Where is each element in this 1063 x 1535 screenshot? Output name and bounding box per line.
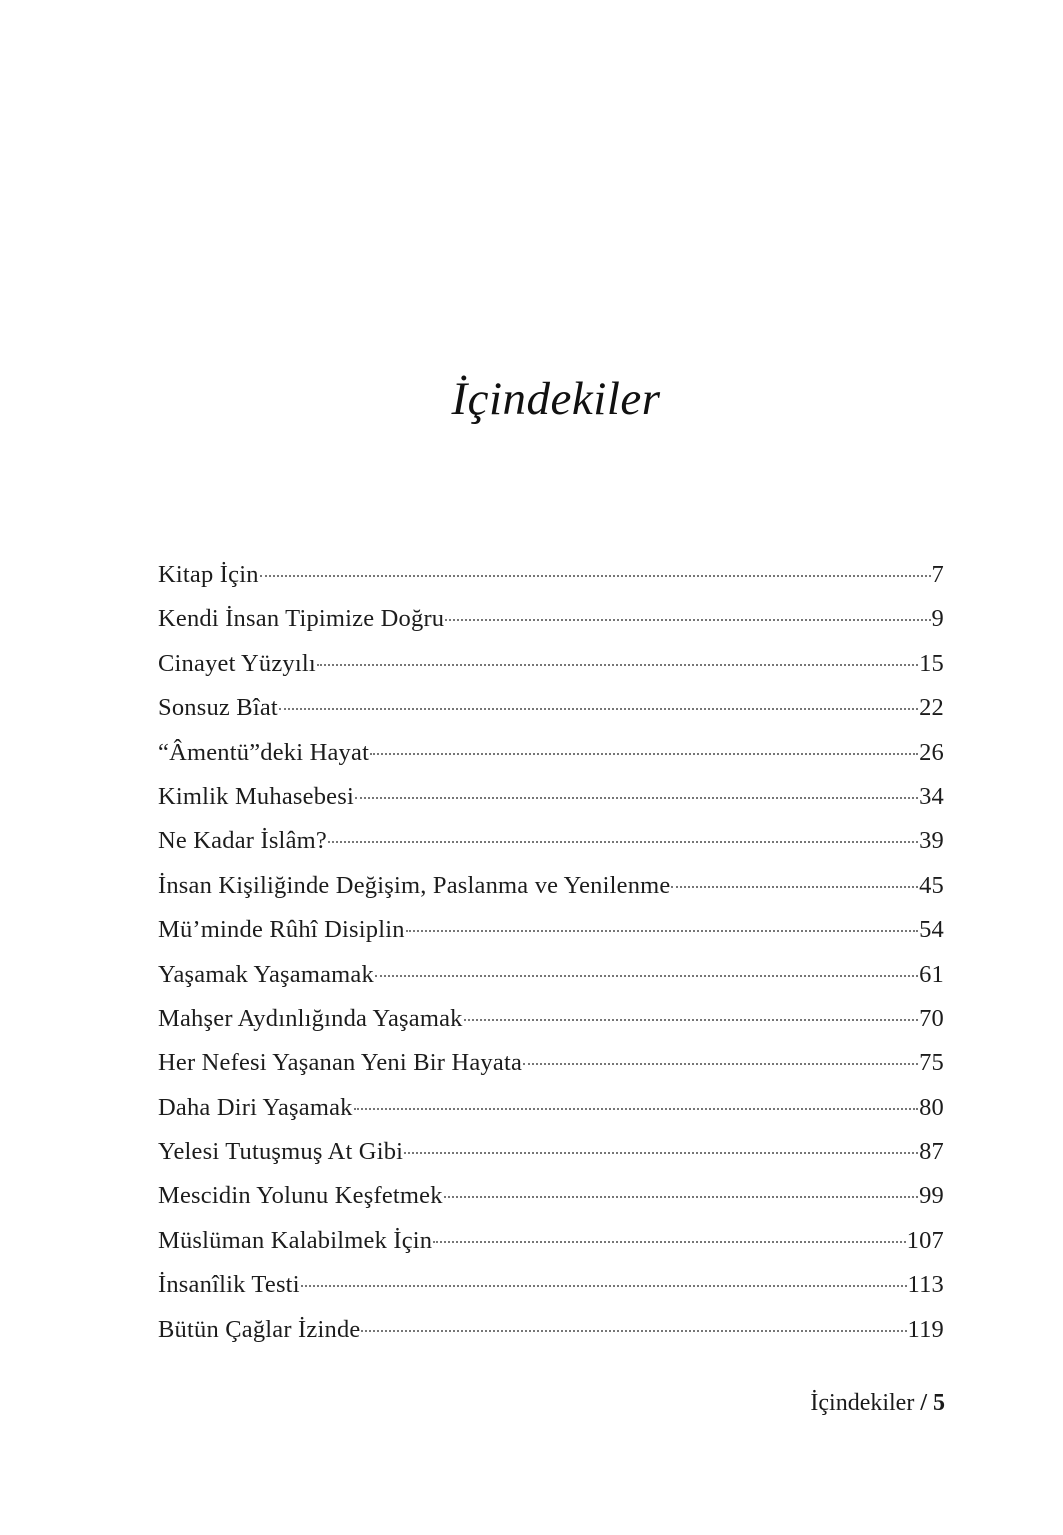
toc-entry [158,644,944,688]
toc-entry-title: Kimlik Muhasebesi [158,782,354,810]
footer-section-title: İçindekiler [810,1390,915,1416]
toc-entry [158,688,944,732]
page-footer [810,1390,945,1417]
toc-entry-page: 70 [919,1004,944,1032]
dot-leader [370,752,918,755]
dot-leader [523,1062,918,1065]
toc-entry-title: Yelesi Tutuşmuş At Gibi [158,1138,404,1166]
toc-entry-page: 34 [919,782,944,810]
toc-entry-title: Mahşer Aydınlığında Yaşamak [158,1004,463,1032]
toc-entry-title: Daha Diri Yaşamak [158,1093,353,1121]
toc-entry-page: 26 [919,738,944,766]
toc-entry [158,1310,944,1354]
toc-entry [158,733,944,777]
toc-entry-title: Sonsuz Bîat [158,694,278,722]
toc-entry-title: Yaşamak Yaşamamak [158,960,374,988]
dot-leader [464,1018,918,1021]
toc-entry-page: 15 [919,649,944,677]
dot-leader [317,663,918,666]
toc-entry [158,1265,944,1309]
toc-entry-title: Mescidin Yolunu Keşfetmek [158,1182,443,1210]
toc-entry-page: 61 [919,960,944,988]
toc-entry-title: Mü’minde Rûhî Disiplin [158,916,405,944]
toc-entry-title: Ne Kadar İslâm? [158,827,327,855]
toc-entry [158,1132,944,1176]
toc-entry [158,955,944,999]
toc-entry-title: Her Nefesi Yaşanan Yeni Bir Hayata [158,1049,523,1077]
toc-entry-title: Kendi İnsan Tipimize Doğru [158,605,445,633]
toc-entry [158,1043,944,1087]
toc-entry-page: 7 [931,561,944,588]
toc-entry-title: İnsan Kişiliğinde Değişim, Paslanma ve Yenilenme [158,871,671,899]
toc-entry [158,599,944,643]
toc-entry-page: 113 [907,1271,944,1299]
toc-entry [158,821,944,865]
toc-entry-page: 87 [919,1138,944,1166]
dot-leader [328,840,918,843]
dot-leader [404,1151,918,1154]
toc-entry-page: 54 [919,916,944,944]
page-title: İçindekiler [451,373,661,425]
page-number: 5 [933,1390,945,1416]
toc-entry [158,555,944,599]
dot-leader [445,618,930,621]
dot-leader [354,1107,918,1110]
toc-entry [158,1088,944,1132]
toc-entry-title: Kitap İçin [158,561,259,588]
dot-leader [444,1195,918,1198]
toc-entry [158,1221,944,1265]
toc-entry-title: “Âmentü”deki Hayat [158,738,370,766]
dot-leader [375,974,918,977]
toc-entry-title: Cinayet Yüzyılı [158,649,316,677]
toc-entry-title: İnsanîlik Testi [158,1271,300,1299]
toc-entry-page: 80 [919,1093,944,1121]
toc-entry-page: 39 [919,827,944,855]
toc-entry [158,910,944,954]
toc-entry-page: 99 [919,1182,944,1210]
dot-leader [279,707,918,710]
toc-entry [158,866,944,910]
toc-entry-page: 107 [906,1226,944,1254]
footer-separator: / [914,1390,933,1416]
toc-entry [158,777,944,821]
toc-entry [158,999,944,1043]
dot-leader [671,885,918,888]
dot-leader [433,1240,905,1243]
dot-leader [406,929,918,932]
toc-entry-title: Bütün Çağlar İzinde [158,1315,361,1343]
table-of-contents [158,555,944,1354]
dot-leader [301,1284,907,1287]
toc-entry-page: 75 [919,1049,944,1077]
dot-leader [361,1329,906,1332]
toc-entry-page: 119 [907,1315,944,1343]
toc-entry-title: Müslüman Kalabilmek İçin [158,1226,433,1254]
dot-leader [355,796,918,799]
toc-entry-page: 22 [919,694,944,722]
toc-entry [158,1176,944,1220]
dot-leader [260,574,931,577]
toc-entry-page: 9 [931,605,944,633]
toc-entry-page: 45 [919,871,944,899]
